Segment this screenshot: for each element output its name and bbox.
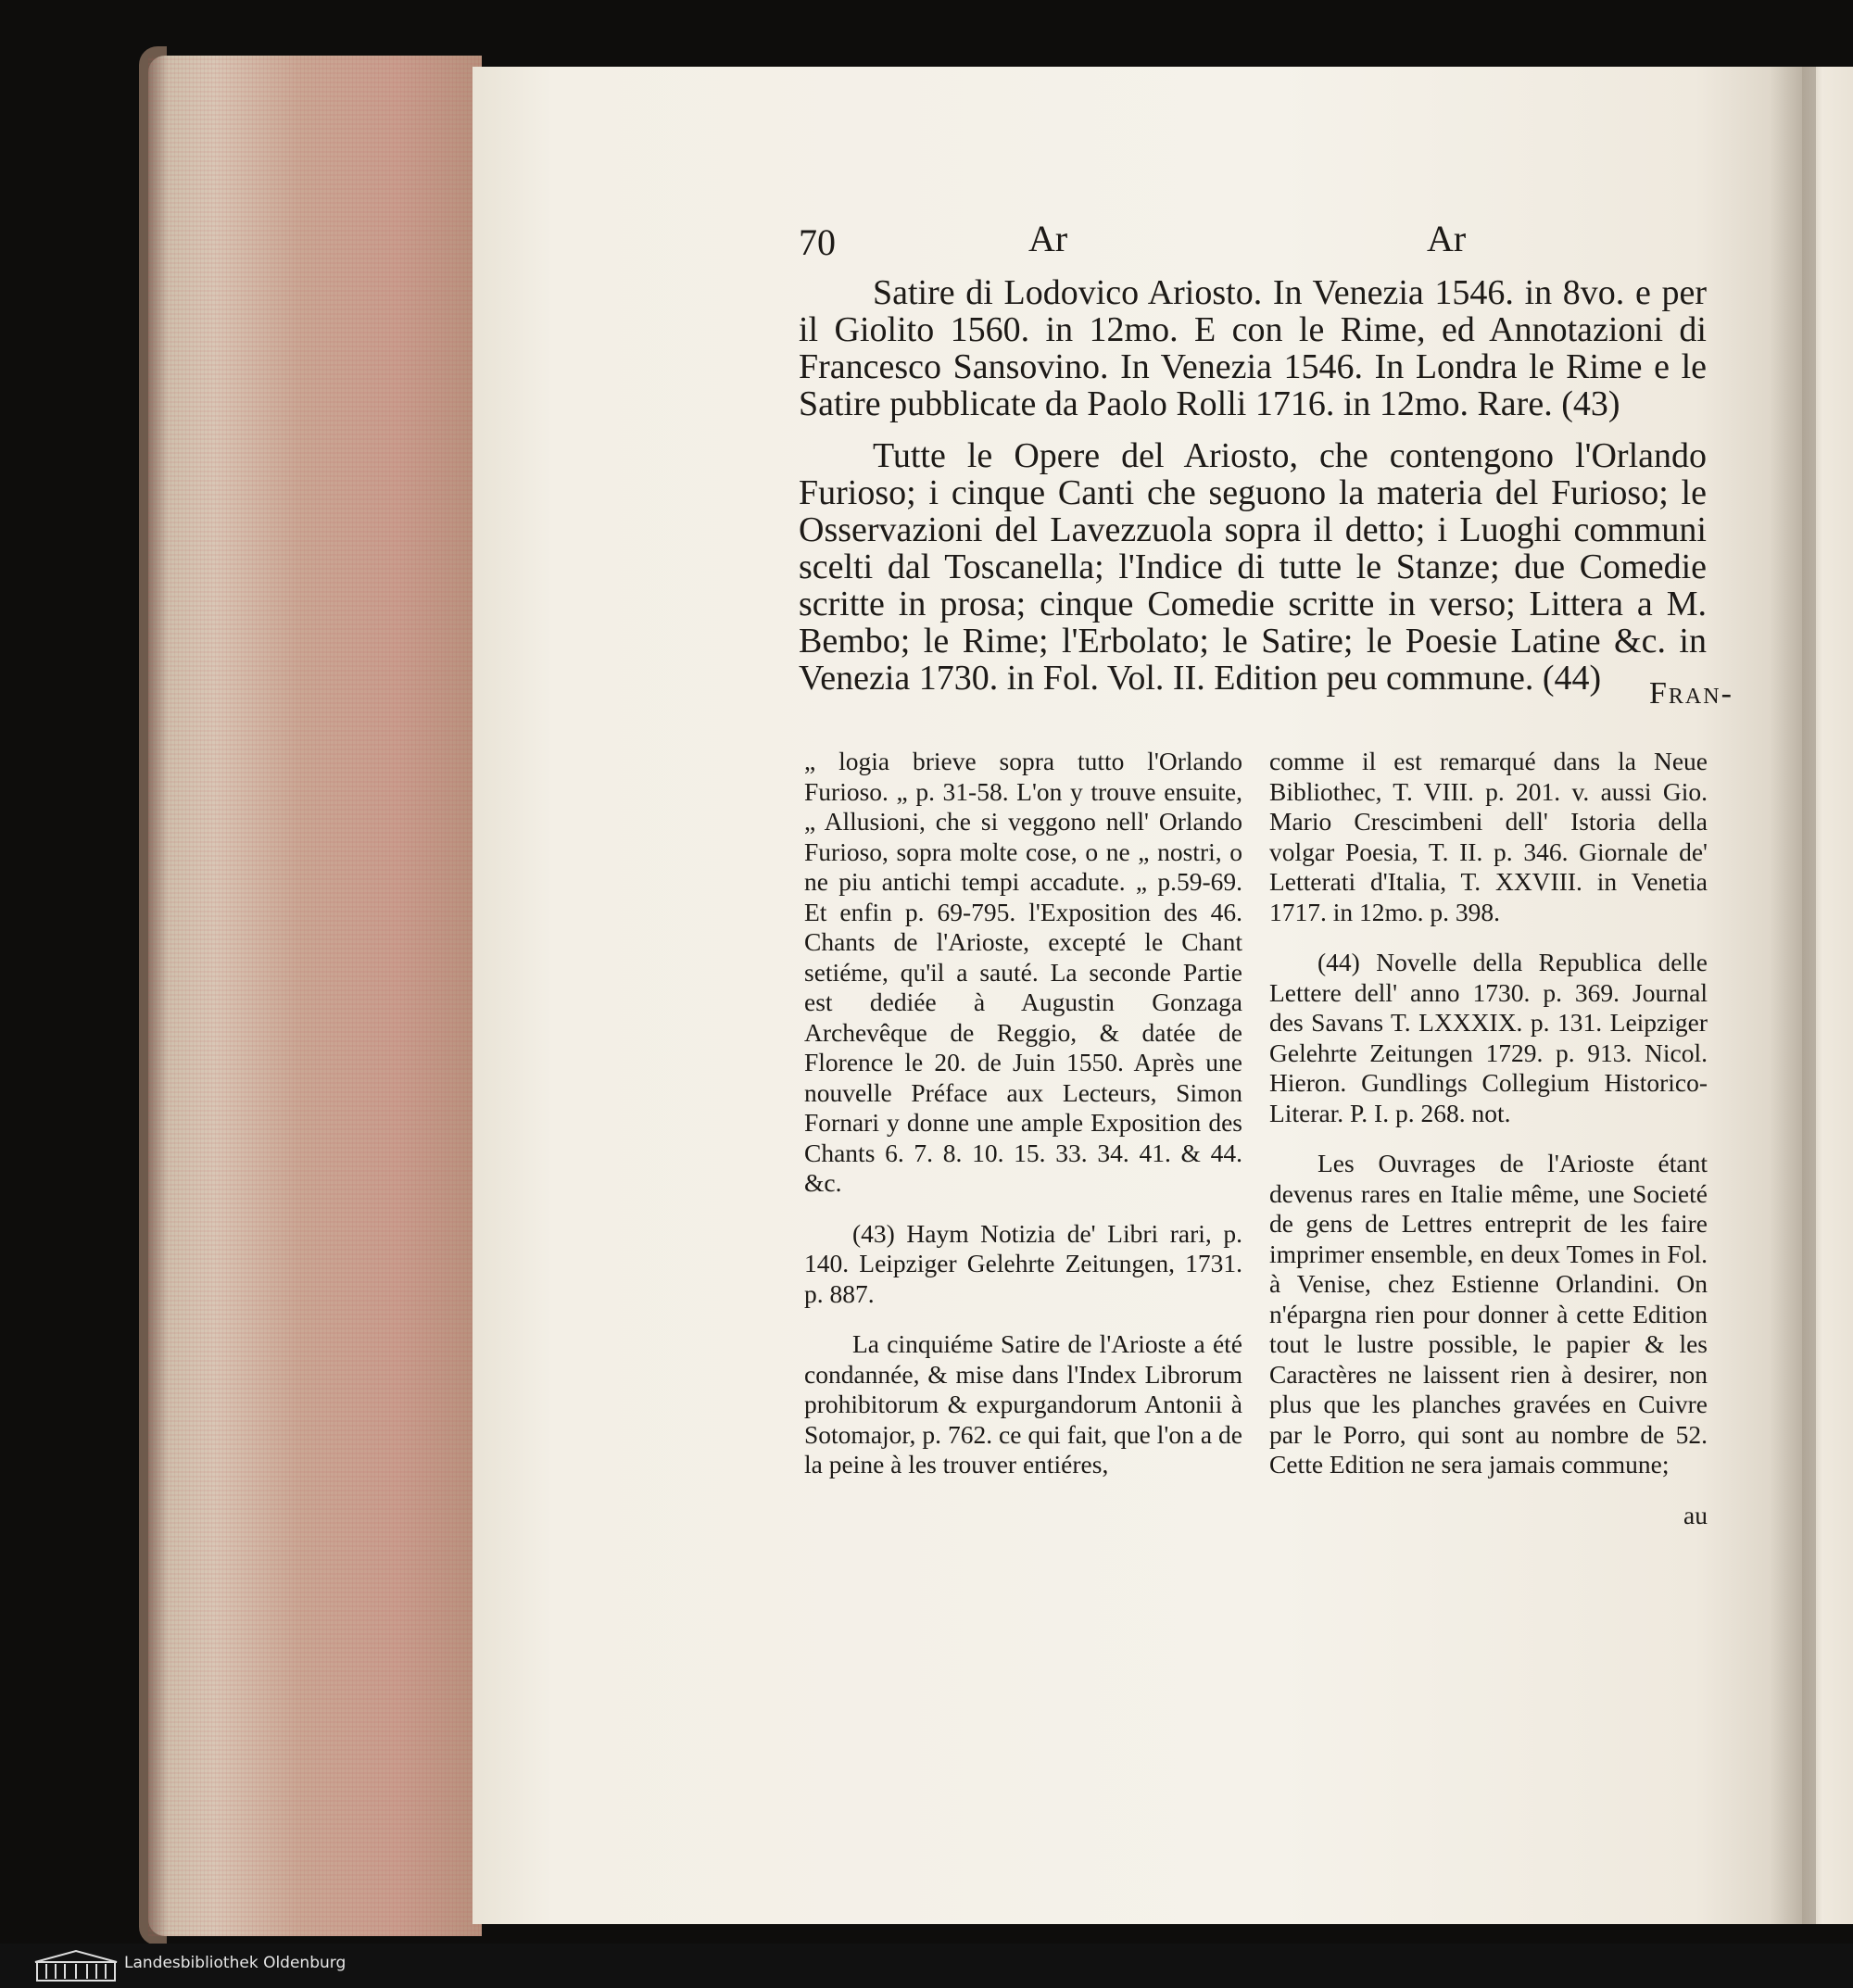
- footnote-column-left: [804, 747, 1242, 1501]
- footnote-column-right: [1269, 747, 1708, 1530]
- left-paragraph-1: „ logia brieve sopra tutto l'Orlando Furioso. „ p. 31-58. L'on y trouve ensuite, „ Allusioni, che si veggono nell' Orlando Furioso, sopra molte cose, o ne „ nostri, o ne piu antichi tempi accadute. „ p.59-69. Et enfin p. 69-795. l'Exposition des 46. Chants de l'Arioste, excepté le Chant setiéme, qu'il a sauté. La seconde Partie est dediée à Augustin Gonzaga Archevêque de Reggio, & datée de Florence le 20. de Juin 1550. Après une nouvelle Préface aux Lecteurs, Simon Fornari y donne une ample Exposition des Chants 6. 7. 8. 10. 15. 33. 34. 41. & 44. &c.: [804, 747, 1242, 1197]
- left-paragraph-3: La cinquiéme Satire de l'Arioste a été condannée, & mise dans l'Index Librorum prohibitorum & expurgandorum Antonii à Sotomajor, p. 762. ce qui fait, que l'on a de la peine à les trouver entiéres,: [804, 1329, 1242, 1478]
- running-head-left: Ar: [1028, 218, 1068, 259]
- left-paragraph-2: (43) Haym Notizia de' Libri rari, p. 140. Leipziger Gelehrte Zeitungen, 1731. p. 887.: [804, 1218, 1242, 1308]
- right-paragraph-3: Les Ouvrages de l'Arioste étant devenus rares en Italie même, une Societé de gens de Lettres entreprit de les faire imprimer ensemble, en deux Tomes in Fol. à Venise, chez Estienne Orlandini. On n'épargna rien pour donner à cette Edition tout le lustre possible, le papier & les Caractères ne laissent rien à desirer, non plus que les planches gravées en Cuivre par le Porro, qui sont au nombre de 52. Cette Edition ne sera jamais commune;: [1269, 1149, 1708, 1478]
- right-paragraph-1: comme il est remarqué dans la Neue Bibliothec, T. VIII. p. 201. v. aussi Gio. Mario Crescimbeni dell' Istoria della volgar Poesia, T. II. p. 346. Giornale de' Letterati d'Italia, T. XXVIII. in Venetia 1717. in 12mo. p. 398.: [1269, 747, 1708, 926]
- right-paragraph-2: (44) Novelle della Republica delle Lettere dell' anno 1730. p. 369. Journal des Savans T. LXXXIX. p. 131. Leipziger Gelehrte Zeitungen 1729. p. 913. Nicol. Hieron. Gundlings Collegium Historico-Literar. P. I. p. 268. not.: [1269, 948, 1708, 1127]
- main-paragraph-1: Satire di Lodovico Ariosto. In Venezia 1546. in 8vo. e per il Giolito 1560. in 12mo. E con le Rime, ed Annotazioni di Francesco Sansovino. In Venezia 1546. In Londra le Rime e le Satire pubblicate da Paolo Rolli 1716. in 12mo. Rare. (43): [799, 273, 1707, 423]
- page-number: 70: [799, 221, 836, 263]
- main-text: [799, 274, 1707, 711]
- gutter-shadow: [1770, 67, 1816, 1924]
- book-page-edges: [148, 56, 482, 1936]
- catchword-main: Fran-: [1649, 676, 1733, 711]
- library-name: Landesbibliothek Oldenburg: [124, 1954, 347, 1972]
- running-head-right: Ar: [1427, 218, 1467, 259]
- catchword-right: au: [1683, 1500, 1708, 1529]
- library-building-icon: [33, 1949, 119, 1982]
- main-paragraph-2: Tutte le Opere del Ariosto, che contengono l'Orlando Furioso; i cinque Canti che seguono la materia del Furioso; le Osservazioni del Lavezzuola sopra il detto; i Luoghi communi scelti dal Toscanella; l'Indice di tutte le Stanze; due Comedie scritte in prosa; cinque Comedie scritte in verso; Littera a M. Bembo; le Rime; l'Erbolato; le Satire; le Poesie Latine &c. in Venezia 1730. in Fol. Vol. II. Edition peu commune. (44): [799, 436, 1707, 698]
